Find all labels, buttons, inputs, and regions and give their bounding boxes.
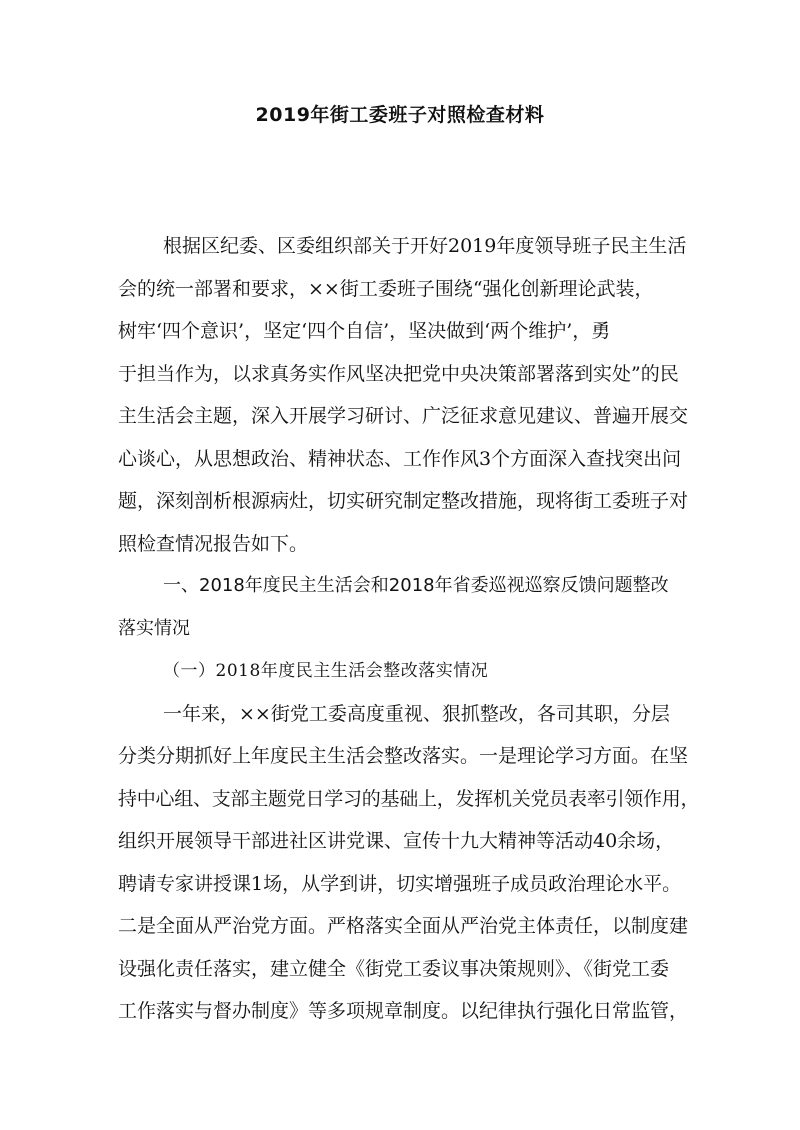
paragraph-line: 工作落实与督办制度》等多项规章制度。以纪律执行强化日常监管， bbox=[118, 1000, 689, 1022]
paragraph-line: 题，深刻剖析根源病灶，切实研究制定整改措施，现将街工委班子对 bbox=[118, 490, 689, 512]
paragraph-line: 持中心组、支部主题党日学习的基础上，发挥机关党员表率引领作用， bbox=[118, 788, 700, 810]
paragraph-line: 心谈心，从思想政治、精神状态、工作作风3个方面深入查找突出问 bbox=[118, 448, 682, 470]
paragraph-line: 主生活会主题，深入开展学习研讨、广泛征求意见建议、普遍开展交 bbox=[118, 405, 689, 427]
paragraph-line: 聘请专家讲授课1场，从学到讲，切实增强班子成员政治理论水平。 bbox=[118, 873, 682, 895]
paragraph-line: 二是全面从严治党方面。严格落实全面从严治党主体责任，以制度建 bbox=[118, 915, 689, 937]
paragraph-line: 于担当作为，以求真务实作风坚决把党中央决策部署落到实处”的民 bbox=[118, 363, 679, 385]
section-heading-line: 一、2018年度民主生活会和2018年省委巡视巡察反馈问题整改 bbox=[163, 575, 669, 596]
subsection-heading: （一）2018年度民主生活会整改落实情况 bbox=[163, 661, 489, 681]
paragraph-line: 树牢‘四个意识’，坚定‘四个自信’，坚决做到‘两个维护’，勇 bbox=[118, 320, 611, 342]
paragraph-line: 根据区纪委、区委组织部关于开好2019年度领导班子民主生活 bbox=[163, 235, 687, 257]
paragraph-line: 分类分期抓好上年度民主生活会整改落实。一是理论学习方面。在坚 bbox=[118, 745, 689, 767]
paragraph-line: 组织开展领导干部进社区讲党课、宣传十九大精神等活动40余场， bbox=[118, 830, 675, 852]
paragraph-line: 会的统一部署和要求，××街工委班子围绕“强化创新理论武装， bbox=[118, 278, 654, 300]
paragraph-line: 一年来，××街党工委高度重视、狠抓整改，各司其职，分层 bbox=[163, 703, 670, 725]
paragraph-line: 照检查情况报告如下。 bbox=[118, 533, 309, 555]
document-title: 2019年街工委班子对照检查材料 bbox=[255, 104, 545, 126]
paragraph-line: 设强化责任落实，建立健全《街党工委议事决策规则》、《街党工委 bbox=[118, 958, 670, 980]
section-heading-line: 落实情况 bbox=[118, 618, 190, 639]
